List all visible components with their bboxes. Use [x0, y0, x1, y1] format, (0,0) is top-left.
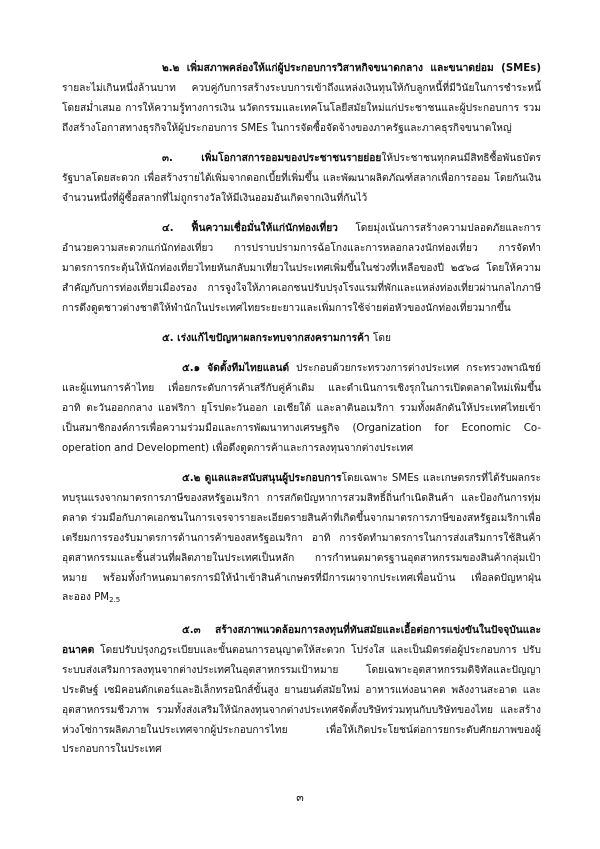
body-2-2: รายละไม่เกินหนึ่งล้านบาท ควบคู่กับการสร้างระบบการเข้าถึงแหล่งเงินทุนให้กับลูกหนี้ที่มีวินัยในการชำระหนี้โดยสม่ำเสมอ การให้ความรู้ทางการเงิน นวัตกรรมและเทคโนโลยีสมัยใหม่แก่ประชาชนและผู้ประกอบการ รวมถึงสร้างโอกาสทางธุรกิจให้ผู้ประกอบการ SMEs ในการจัดซื้อจัดจ้างของภาครัฐและภาคธุรกิจขนาดใหญ่	[62, 82, 541, 134]
body-4: โดยมุ่งเน้นการสร้างความปลอดภัยและการอำนวยความสะดวกแก่นักท่องเที่ยว การปราบปรามการฉ้อโกงและการหลอกลวงนักท่องเที่ยว การจัดทำมาตรการกระตุ้นให้นักท่องเที่ยวไทยหันกลับมาเที่ยวในประเทศเพิ่มขึ้นในช่วงที่เหลือของปี ๒๕๖๘ โดยให้ความสำคัญกับการท่องเที่ยวเมืองรอง การจูงใจให้ภาคเอกชนปรับปรุงโรงแรมที่พักและแหล่งท่องเที่ยวผ่านกลไกภาษี การดึงดูดชาวต่างชาติให้พำนักในประเทศไทยระยะยาวและเพิ่มการใช้จ่ายต่อหัวของนักท่องเที่ยวมากขึ้น	[62, 223, 541, 314]
paragraph-5-3	[62, 621, 541, 760]
heading-5-2: ๕.๒ ดูแลและสนับสนุนผู้ประกอบการ	[182, 473, 342, 484]
body-5-2: โดยเฉพาะ SMEs และเกษตรกรที่ได้รับผลกระทบรุนแรงจากมาตรการภาษีของสหรัฐอเมริกา การสกัดปัญหาการสวมสิทธิ์ถิ่นกำเนิดสินค้า และป้องกันการทุ่มตลาด ร่วมมือกับภาคเอกชนในการเจรจารายละเอียดรายสินค้าที่เกิดขึ้นจากมาตรการภาษีของสหรัฐอเมริกาเพื่อเตรียมการรองรับมาตรการด้านการค้าของสหรัฐอเมริกา อาทิ การจัดทำมาตรการในการส่งเสริมการใช้สินค้าอุตสาหกรรมและชิ้นส่วนที่ผลิตภายในประเทศเป็นหลัก การกำหนดมาตรฐานอุตสาหกรรมของสินค้ากลุ่มเป้าหมาย พร้อมทั้งกำหนดมาตรการมิให้นำเข้าสินค้าเกษตรที่มีการเผาจากประเทศเพื่อนบ้าน เพื่อลดปัญหาฝุ่นละออง PM	[62, 473, 541, 604]
paragraph-5-1	[62, 359, 541, 459]
paragraph-5-2	[62, 469, 541, 611]
paragraph-2-2	[62, 59, 541, 139]
pm-subscript: 2.5	[109, 596, 121, 605]
body-3: ให้ประชาชนทุกคนมีสิทธิซื้อพันธบัตรรัฐบาลโดยสะดวก เพื่อสร้างรายได้เพิ่มจากดอกเบี้ยที่เพิ่มขึ้น และพัฒนาผลิตภัณฑ์สลากเพื่อการออม โดยกันเงินจำนวนหนึ่งที่ผู้ซื้อสลากที่ไม่ถูกรางวัลให้มีเงินออมอันเกิดจากเงินที่กันไว้	[62, 153, 541, 204]
paragraph-3	[62, 149, 541, 209]
heading-3: ๓. เพิ่มโอกาสการออมของประชาชนรายย่อย	[162, 153, 382, 164]
paragraph-4	[62, 219, 541, 319]
paragraph-5	[62, 329, 541, 349]
page-number: ๓	[296, 791, 304, 804]
body-5-1: ประกอบด้วยกระทรวงการต่างประเทศ กระทรวงพาณิชย์และผู้แทนการค้าไทย เพื่อยกระดับการค้าเสรีกับคู่ค้าเดิม และดำเนินการเชิงรุกในการเปิดตลาดใหม่เพิ่มขึ้น อาทิ ตะวันออกกลาง แอฟริกา ยุโรปตะวันออก เอเชียใต้ และลาตินอเมริกา รวมทั้งผลักดันให้ประเทศไทยเข้าเป็นสมาชิกองค์การเพื่อความร่วมมือและการพัฒนาทางเศรษฐกิจ (Organization for Economic Co-operation and Development) เพื่อดึงดูดการค้าและการลงทุนจากต่างประเทศ	[62, 363, 541, 454]
heading-4: ๔. ฟื้นความเชื่อมั่นให้แก่นักท่องเที่ยว	[162, 223, 338, 234]
heading-5-1: ๕.๑ จัดตั้งทีมไทยแลนด์	[182, 363, 290, 374]
heading-5: ๕. เร่งแก้ไขปัญหาผลกระทบจากสงครามการค้า	[162, 333, 370, 344]
body-5: โดย	[372, 333, 391, 344]
body-5-3: โดยปรับปรุงกฎระเบียบและขั้นตอนการอนุญาตให้สะดวก โปร่งใส และเป็นมิตรต่อผู้ประกอบการ ปรับระบบส่งเสริมการลงทุนจากต่างประเทศในอุตสาหกรรมเป้าหมาย โดยเฉพาะอุตสาหกรรมดิจิทัลและปัญญาประดิษฐ์ เซมิคอนดักเตอร์และอิเล็กทรอนิกส์ขั้นสูง ยานยนต์สมัยใหม่ อาหารแห่งอนาคต พลังงานสะอาด และอุตสาหกรรมชีวภาพ รวมทั้งส่งเสริมให้นักลงทุนจากต่างประเทศจัดตั้งบริษัทร่วมทุนกับบริษัทของไทย และสร้างห่วงโซ่การผลิตภายในประเทศจากผู้ประกอบการไทย เพื่อให้เกิดประโยชน์ต่อการยกระดับศักยภาพของผู้ประกอบการในประเทศ	[62, 644, 541, 756]
heading-5-3: ๕.๓ สร้างสภาพแวดล้อมการลงทุนที่ทันสมัยและเอื้อต่อการแข่งขันในปัจจุบันและอนาคต	[62, 625, 541, 656]
heading-2-2: ๒.๒ เพิ่มสภาพคล่องให้แก่ผู้ประกอบการวิสาหกิจขนาดกลาง และขนาดย่อม (SMEs)	[162, 63, 541, 74]
